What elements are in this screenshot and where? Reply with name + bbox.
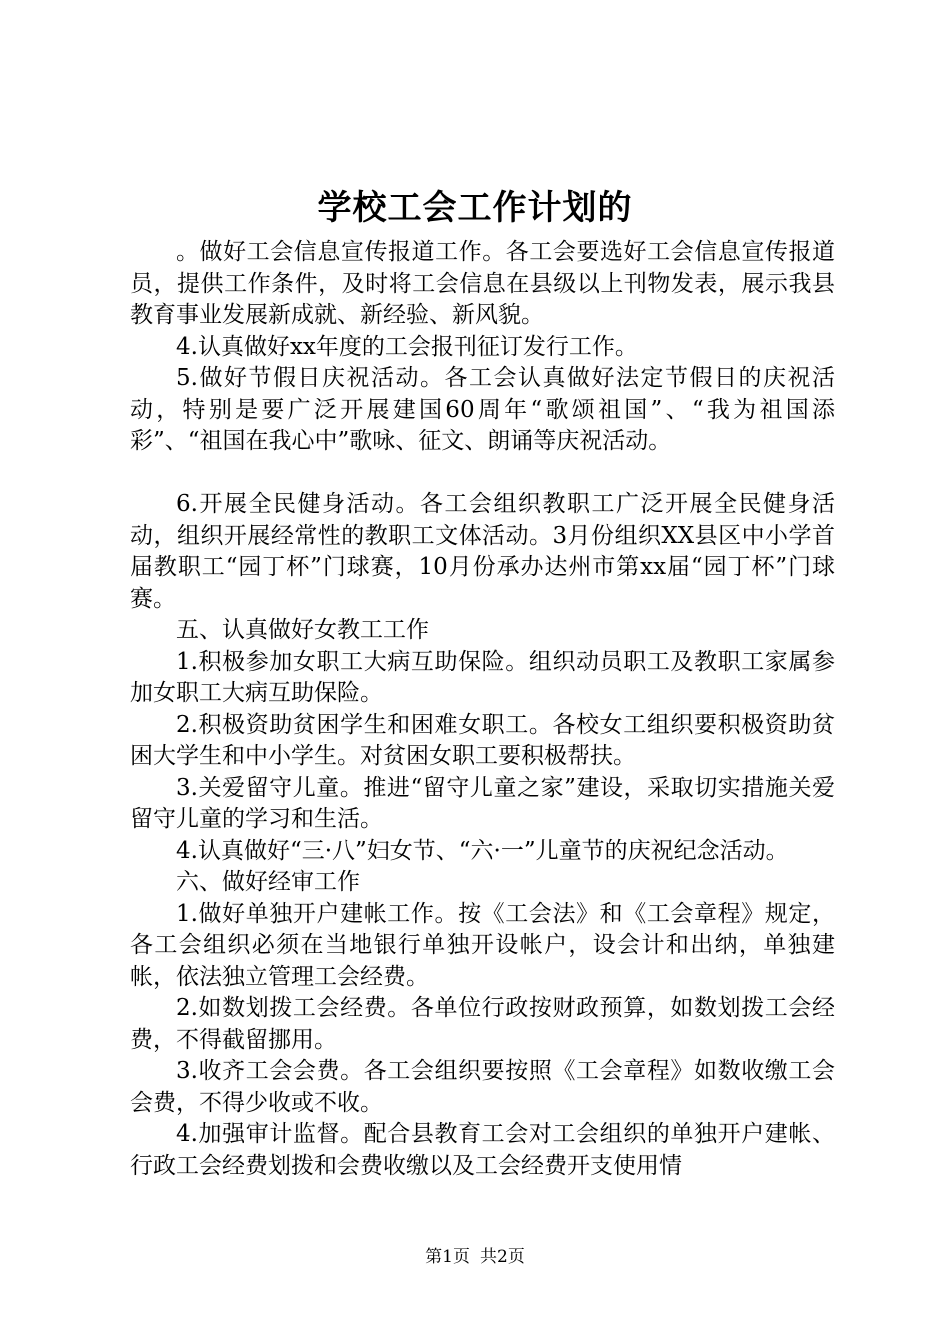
paragraph: 4.认真做好xx年度的工会报刊征订发行工作。 (176, 333, 638, 360)
paragraph: 6.开展全民健身活动。各工会组织教职工广泛开展全民健身活动，组织开展经常性的教职工文体活动。3月份组织XX县区中小学首届教职工“园丁杯”门球赛，10月份承办达州市第xx届“园丁杯”门球赛。 (130, 491, 835, 612)
paragraph: 3.收齐工会会费。各工会组织要按照《工会章程》如数收缴工会会费，不得少收或不收。 (130, 1058, 835, 1116)
document-body (130, 237, 835, 1182)
page-title: 学校工会工作计划的 (317, 188, 633, 228)
section-heading: 五、认真做好女教工工作 (176, 617, 429, 643)
paragraph: 1.积极参加女职工大病互助保险。组织动员职工及教职工家属参加女职工大病互助保险。 (130, 648, 835, 706)
paragraph: 1.做好单独开户建帐工作。按《工会法》和《工会章程》规定，各工会组织必须在当地银行单独开设帐户，设会计和出纳，单独建帐，依法独立管理工会经费。 (130, 900, 835, 990)
paragraph: 2.积极资助贫困学生和困难女职工。各校女工组织要积极资助贫困大学生和中小学生。对贫困女职工要积极帮扶。 (130, 711, 835, 769)
page-footer (0, 1242, 950, 1267)
paragraph: 2.如数划拨工会经费。各单位行政按财政预算，如数划拨工会经费，不得截留挪用。 (130, 995, 835, 1053)
section-heading: 六、做好经审工作 (176, 869, 360, 895)
page-total: 共2页 (480, 1247, 525, 1267)
page-number: 第1页 (425, 1247, 470, 1267)
paragraph: 4.认真做好“三·八”妇女节、“六·一”儿童节的庆祝纪念活动。 (176, 837, 789, 864)
paragraph: 3.关爱留守儿童。推进“留守儿童之家”建设，采取切实措施关爱留守儿童的学习和生活。 (130, 774, 835, 832)
paragraph: 5.做好节假日庆祝活动。各工会认真做好法定节假日的庆祝活动，特别是要广泛开展建国60周年“歌颂祖国”、“我为祖国添彩”、“祖国在我心中”歌咏、征文、朗诵等庆祝活动。 (130, 365, 835, 454)
paragraph: 4.加强审计监督。配合县教育工会对工会组织的单独开户建帐、行政工会经费划拨和会费收缴以及工会经费开支使用情 (130, 1121, 835, 1179)
paragraph: 。做好工会信息宣传报道工作。各工会要选好工会信息宣传报道员，提供工作条件，及时将工会信息在县级以上刊物发表，展示我县教育事业发展新成就、新经验、新风貌。 (130, 239, 835, 328)
